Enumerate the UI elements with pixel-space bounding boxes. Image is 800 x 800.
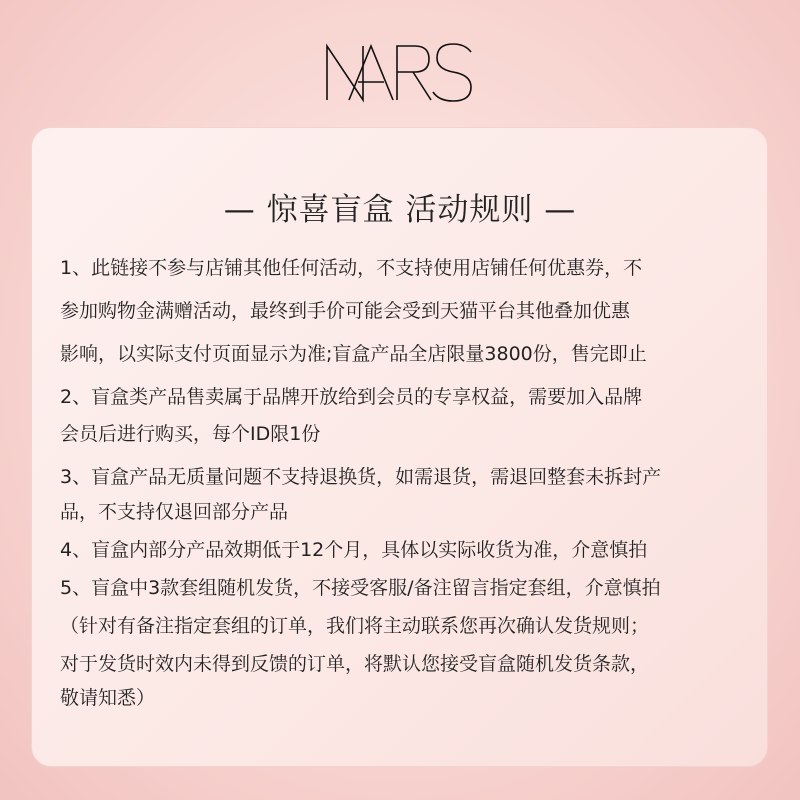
rule-line: 4、盲盒内部分产品效期低于12个月，具体以实际收货为准，介意慎拍	[60, 539, 648, 561]
rule-line: 会员后进行购买，每个ID限1份	[60, 423, 321, 445]
rule-line: 参加购物金满赠活动，最终到手价可能会受到天猫平台其他叠加优惠	[60, 300, 631, 322]
rule-line: 2、盲盒类产品售卖属于品牌开放给到会员的专享权益，需要加入品牌	[60, 386, 643, 408]
rule-line: 对于发货时效内未得到反馈的订单，将默认您接受盲盒随机发货条款，	[60, 653, 650, 675]
rule-line: 3、盲盒产品无质量问题不支持退换货，如需退货，需退回整套未拆封产	[60, 466, 662, 488]
nars-logo-icon	[325, 38, 475, 108]
rule-line: 影响，以实际支付页面显示为准;盲盒产品全店限量3800份，售完即止	[60, 343, 647, 365]
brand-logo	[0, 38, 800, 108]
rules-title: — 惊喜盲盒 活动规则 —	[223, 192, 577, 228]
rule-line: 敬请知悉）	[60, 687, 156, 709]
rule-line: （针对有备注指定套组的订单，我们将主动联系您再次确认发货规则；	[60, 615, 650, 637]
rule-line: 品，不支持仅退回部分产品	[60, 501, 289, 523]
rule-line: 5、盲盒中3款套组随机发货，不接受客服/备注留言指定套组，介意慎拍	[60, 577, 661, 599]
rule-line: 1、此链接不参与店铺其他任何活动，不支持使用店铺任何优惠券，不	[60, 257, 643, 279]
